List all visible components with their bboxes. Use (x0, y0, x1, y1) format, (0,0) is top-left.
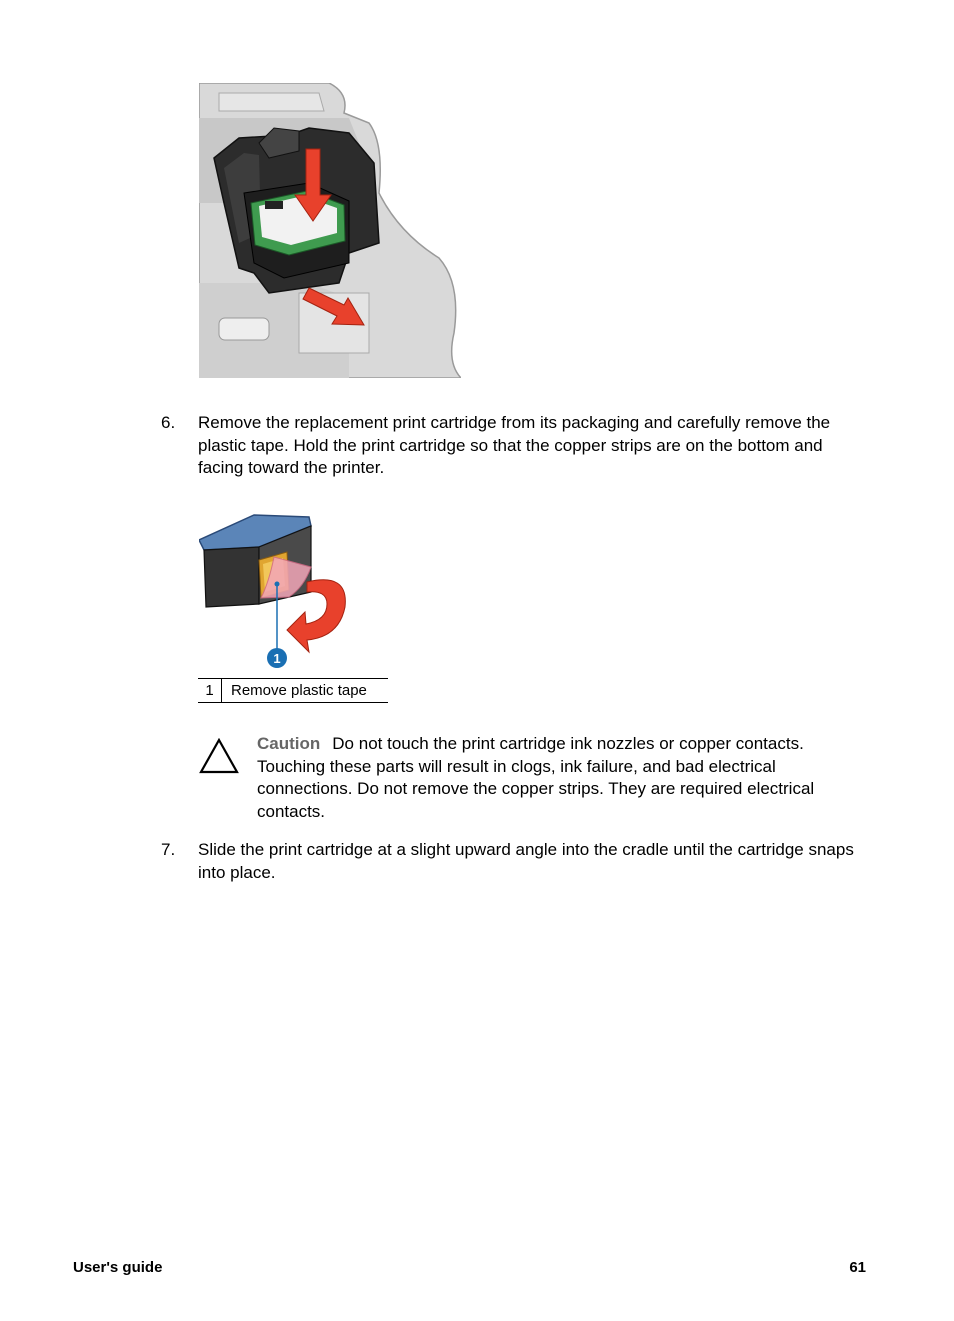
cartridge-tape-illustration (199, 512, 354, 670)
footer-document-title: User's guide (73, 1259, 163, 1276)
footer-page-number: 61 (849, 1259, 866, 1276)
step-text: Remove the replacement print cartridge from its packaging and carefully remove the plastic tape. Hold the print cartridge so that the copper strips are on the bottom and facing toward the printer. (198, 413, 831, 477)
caution-text: Do not touch the print cartridge ink nozzles or copper contacts. Touching these parts will result in clogs, ink failure, and bad electrical connections. Do not remove the copper strips. They are required electrical contacts. (257, 734, 815, 821)
caution-note (257, 733, 867, 823)
step-number: 6. (161, 413, 176, 432)
step-text: Slide the print cartridge at a slight upward angle into the cradle until the cartridge snaps into place. (198, 840, 854, 882)
callout-label: Remove plastic tape (231, 682, 367, 699)
caution-triangle-icon (199, 738, 239, 774)
callout-table (198, 678, 388, 703)
callout-marker: 1 (273, 651, 281, 666)
step-number: 7. (161, 840, 176, 859)
cradle-removal-illustration (199, 83, 461, 378)
callout-number: 1 (198, 679, 222, 702)
caution-label: Caution (257, 734, 321, 753)
